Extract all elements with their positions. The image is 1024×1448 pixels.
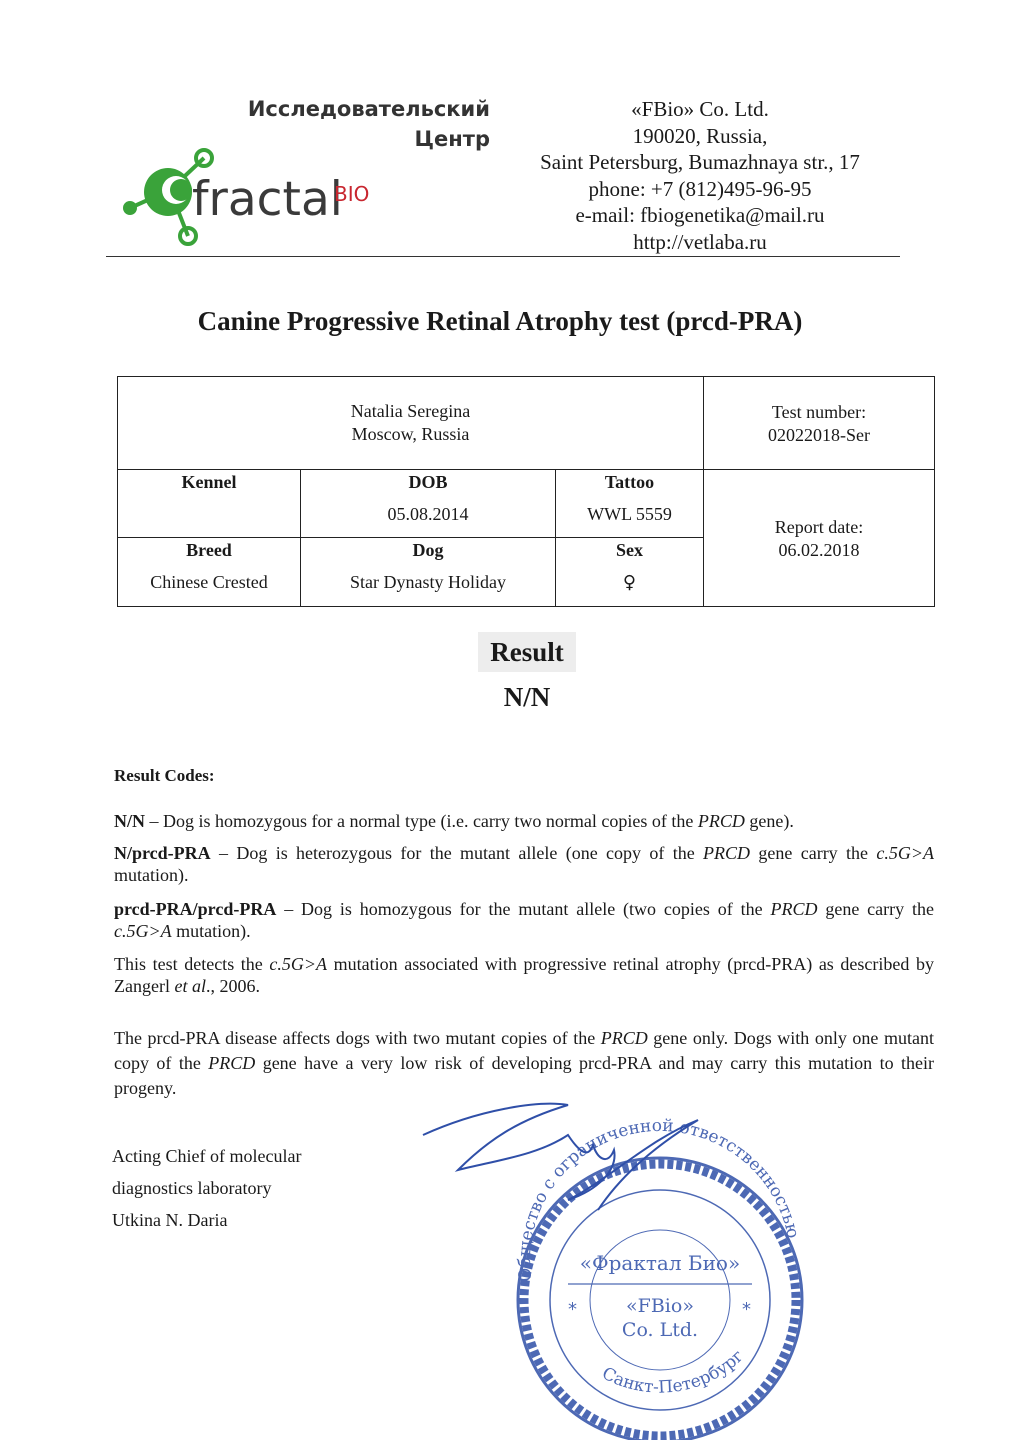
detect-text-b: mutation associated with progressive retinal atrophy (prcd-PRA) as described by Zangerl bbox=[114, 954, 934, 996]
et-al: et al bbox=[174, 976, 206, 996]
code-nn-text: – Dog is homozygous for a normal type (i.e. carry two normal copies of the bbox=[145, 811, 698, 831]
mutation-name: c.5G>A bbox=[269, 954, 328, 974]
breed-label: Breed bbox=[186, 540, 232, 560]
dog-cell bbox=[300, 537, 556, 607]
sex-cell bbox=[555, 537, 704, 607]
code-pp-paragraph bbox=[114, 898, 934, 942]
gene-name: PRCD bbox=[697, 811, 745, 831]
code-nn: N/N bbox=[114, 811, 145, 831]
report-date-value: 06.02.2018 bbox=[778, 540, 860, 560]
company-address: Saint Petersburg, Bumazhnaya str., 17 bbox=[540, 150, 860, 174]
stamp-outer-ring-text: Общество с ограниченной ответственностью bbox=[514, 1115, 803, 1283]
signature-block bbox=[112, 1140, 301, 1236]
disease-text-b: gene only. Dogs with only one mutant copy of the bbox=[114, 1028, 934, 1073]
dog-value: Star Dynasty Holiday bbox=[350, 572, 506, 592]
gene-name: PRCD bbox=[703, 843, 751, 863]
logo-subtitle bbox=[248, 94, 490, 154]
disease-text-a: The prcd-PRA disease affects dogs with two mutant copies of the bbox=[114, 1028, 601, 1048]
detect-text-a: This test detects the bbox=[114, 954, 270, 974]
info-table bbox=[117, 376, 935, 607]
logo-ru-line2: Центр bbox=[414, 127, 490, 151]
test-number-value: 02022018-Ser bbox=[768, 425, 870, 445]
gene-name: PRCD bbox=[770, 899, 818, 919]
dob-value: 05.08.2014 bbox=[387, 504, 469, 524]
test-number-cell bbox=[703, 376, 935, 470]
logo-wordmark: fractal bbox=[192, 172, 343, 227]
owner-cell bbox=[117, 376, 704, 470]
kennel-cell bbox=[117, 469, 301, 538]
company-phone: phone: +7 (812)495-96-95 bbox=[588, 176, 812, 201]
company-email[interactable]: e-mail: fbiogenetika@mail.ru bbox=[575, 203, 825, 227]
code-pp-mid: gene carry the bbox=[817, 899, 934, 919]
test-number-label: Test number: bbox=[771, 402, 867, 422]
stamp-name-en1: «FBio» bbox=[626, 1295, 694, 1317]
result-codes-title: Result Codes: bbox=[114, 766, 215, 785]
stamp-star-left-icon: * bbox=[568, 1299, 577, 1320]
result-heading: Result bbox=[478, 632, 576, 672]
disease-paragraph bbox=[114, 1026, 934, 1101]
document-title: Canine Progressive Retinal Atrophy test (prcd-PRA) bbox=[197, 306, 803, 336]
gene-name: PRCD bbox=[208, 1053, 256, 1073]
gene-name: PRCD bbox=[600, 1028, 648, 1048]
detect-text-c: ., 2006. bbox=[205, 976, 260, 996]
fractal-bio-logo bbox=[118, 90, 498, 250]
logo-bio-mark: BIO bbox=[334, 182, 370, 206]
breed-cell bbox=[117, 537, 301, 607]
signatory-title-line1: Acting Chief of molecular bbox=[112, 1146, 302, 1166]
signatory-name: Utkina N. Daria bbox=[112, 1210, 228, 1230]
report-date-label: Report date: bbox=[774, 517, 864, 537]
mutation-name: c.5G>A bbox=[114, 921, 172, 941]
tattoo-label: Tattoo bbox=[604, 472, 655, 492]
code-pp-text: – Dog is homozygous for the mutant allele (two copies of the bbox=[276, 899, 771, 919]
dob-label: DOB bbox=[408, 472, 448, 492]
dog-label: Dog bbox=[412, 540, 444, 560]
code-pp-end: mutation). bbox=[171, 921, 251, 941]
signatory-title-line2: diagnostics laboratory bbox=[112, 1178, 272, 1198]
tattoo-value: WWL 5559 bbox=[587, 504, 672, 524]
female-icon: ♀ bbox=[622, 572, 637, 593]
code-pp: prcd-PRA/prcd-PRA bbox=[114, 899, 277, 919]
kennel-label: Kennel bbox=[181, 472, 237, 492]
code-nn-end: gene). bbox=[744, 811, 794, 831]
breed-value: Chinese Crested bbox=[150, 572, 268, 592]
stamp-name-ru: «Фрактал Био» bbox=[579, 1251, 741, 1275]
dob-cell bbox=[300, 469, 556, 538]
report-date-cell bbox=[703, 469, 935, 607]
stamp-name-en2: Co. Ltd. bbox=[621, 1319, 699, 1341]
disease-text-c: gene have a very low risk of developing prcd-PRA and may carry this mutation to their progeny. bbox=[114, 1053, 934, 1098]
code-np-paragraph bbox=[114, 842, 934, 886]
company-name: «FBio» Co. Ltd. bbox=[631, 97, 769, 121]
mutation-name: c.5G>A bbox=[876, 843, 935, 863]
header-divider bbox=[106, 256, 900, 257]
sex-label: Sex bbox=[616, 540, 643, 560]
stamp-city-text: Санкт-Петербург bbox=[598, 1346, 748, 1398]
code-np-mid: gene carry the bbox=[750, 843, 877, 863]
tattoo-cell bbox=[555, 469, 704, 538]
code-np-end: mutation). bbox=[114, 865, 189, 885]
owner-name: Natalia Seregina bbox=[350, 401, 471, 421]
company-website[interactable]: http://vetlaba.ru bbox=[633, 229, 767, 254]
result-value: N/N bbox=[503, 682, 551, 712]
company-seal-stamp bbox=[418, 1100, 808, 1440]
code-np-text: – Dog is heterozygous for the mutant allele (one copy of the bbox=[210, 843, 704, 863]
company-contact-block bbox=[510, 96, 890, 255]
svg-text:Санкт-Петербург bbox=[599, 1346, 748, 1398]
test-description-paragraph bbox=[114, 953, 934, 997]
code-np: N/prcd-PRA bbox=[114, 843, 211, 863]
stamp-star-right-icon: * bbox=[742, 1299, 751, 1320]
code-nn-paragraph bbox=[114, 810, 934, 832]
company-postal: 190020, Russia, bbox=[632, 123, 768, 148]
logo-ru-line1: Исследовательский bbox=[247, 97, 490, 121]
owner-location: Moscow, Russia bbox=[351, 424, 470, 444]
